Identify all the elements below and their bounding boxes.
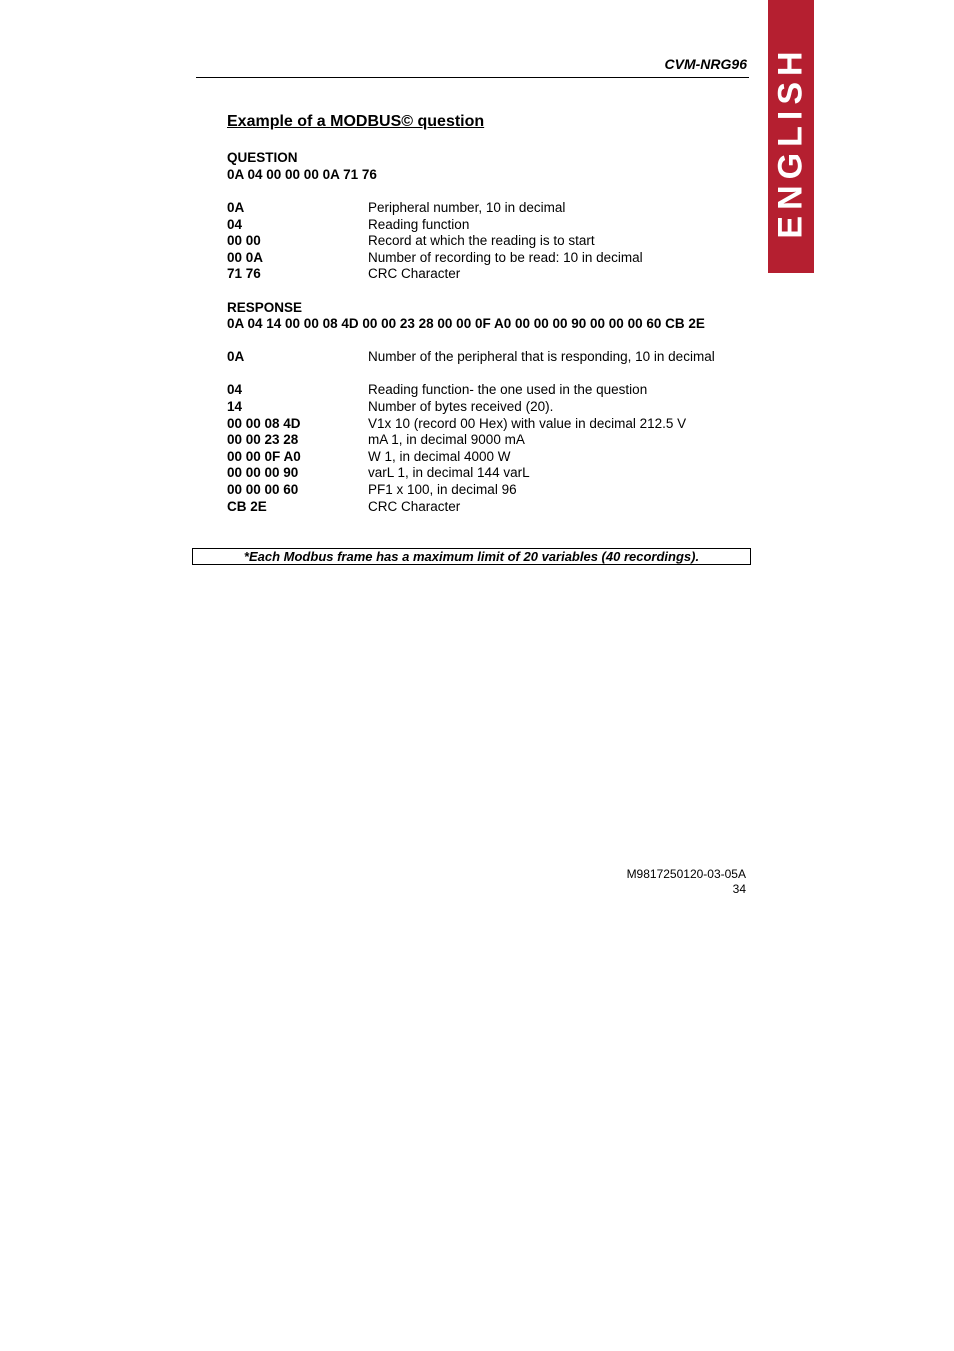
response-row-code: 14	[227, 399, 243, 414]
question-row-desc: Peripheral number, 10 in decimal	[368, 200, 566, 215]
question-label: QUESTION	[227, 150, 298, 165]
response-frame: 0A 04 14 00 00 08 4D 00 00 23 28 00 00 0F A0 00 00 00 90 00 00 00 60 CB 2E	[227, 316, 705, 331]
response-row-code: 00 00 0F A0	[227, 449, 301, 464]
response-row-desc: W 1, in decimal 4000 W	[368, 449, 511, 464]
language-tab-label: ENGLISH	[771, 45, 810, 239]
question-row-code: 04	[227, 217, 243, 232]
footer-page-number: 34	[732, 882, 746, 896]
response-row-code: 00 00 00 60	[227, 482, 299, 497]
header-title: CVM-NRG96	[664, 56, 747, 72]
question-row-code: 00 00	[227, 233, 261, 248]
response-row-code: 0A	[227, 349, 245, 364]
footer-doc-code: M9817250120-03-05A	[626, 867, 746, 881]
language-tab	[768, 0, 814, 273]
question-row-code: 00 0A	[227, 250, 264, 265]
response-row-code: 04	[227, 382, 243, 397]
response-row-desc: Reading function- the one used in the question	[368, 382, 648, 397]
response-row-desc: PF1 x 100, in decimal 96	[368, 482, 517, 497]
response-row-desc: CRC Character	[368, 499, 461, 514]
response-row-code: 00 00 00 90	[227, 465, 299, 480]
response-row-code: CB 2E	[227, 499, 267, 514]
response-row-desc: mA 1, in decimal 9000 mA	[368, 432, 525, 447]
response-label: RESPONSE	[227, 300, 303, 315]
question-row-desc: CRC Character	[368, 266, 461, 281]
response-row-desc: varL 1, in decimal 144 varL	[368, 465, 530, 480]
note-box: *Each Modbus frame has a maximum limit of 20 variables (40 recordings).	[192, 548, 751, 565]
response-row-code: 00 00 08 4D	[227, 416, 301, 431]
response-row-desc: V1x 10 (record 00 Hex) with value in decimal 212.5 V	[368, 416, 687, 431]
question-row-desc: Reading function	[368, 217, 470, 232]
question-row-code: 0A	[227, 200, 245, 215]
response-row-desc: Number of bytes received (20).	[368, 399, 554, 414]
question-frame: 0A 04 00 00 00 0A 71 76	[227, 167, 377, 182]
header-rule	[196, 77, 749, 78]
question-row-code: 71 76	[227, 266, 261, 281]
question-row-desc: Record at which the reading is to start	[368, 233, 595, 248]
section-title: Example of a MODBUS© question	[227, 113, 485, 130]
response-row-code: 00 00 23 28	[227, 432, 299, 447]
response-row-desc: Number of the peripheral that is responding, 10 in decimal	[368, 349, 715, 364]
question-row-desc: Number of recording to be read: 10 in decimal	[368, 250, 643, 265]
